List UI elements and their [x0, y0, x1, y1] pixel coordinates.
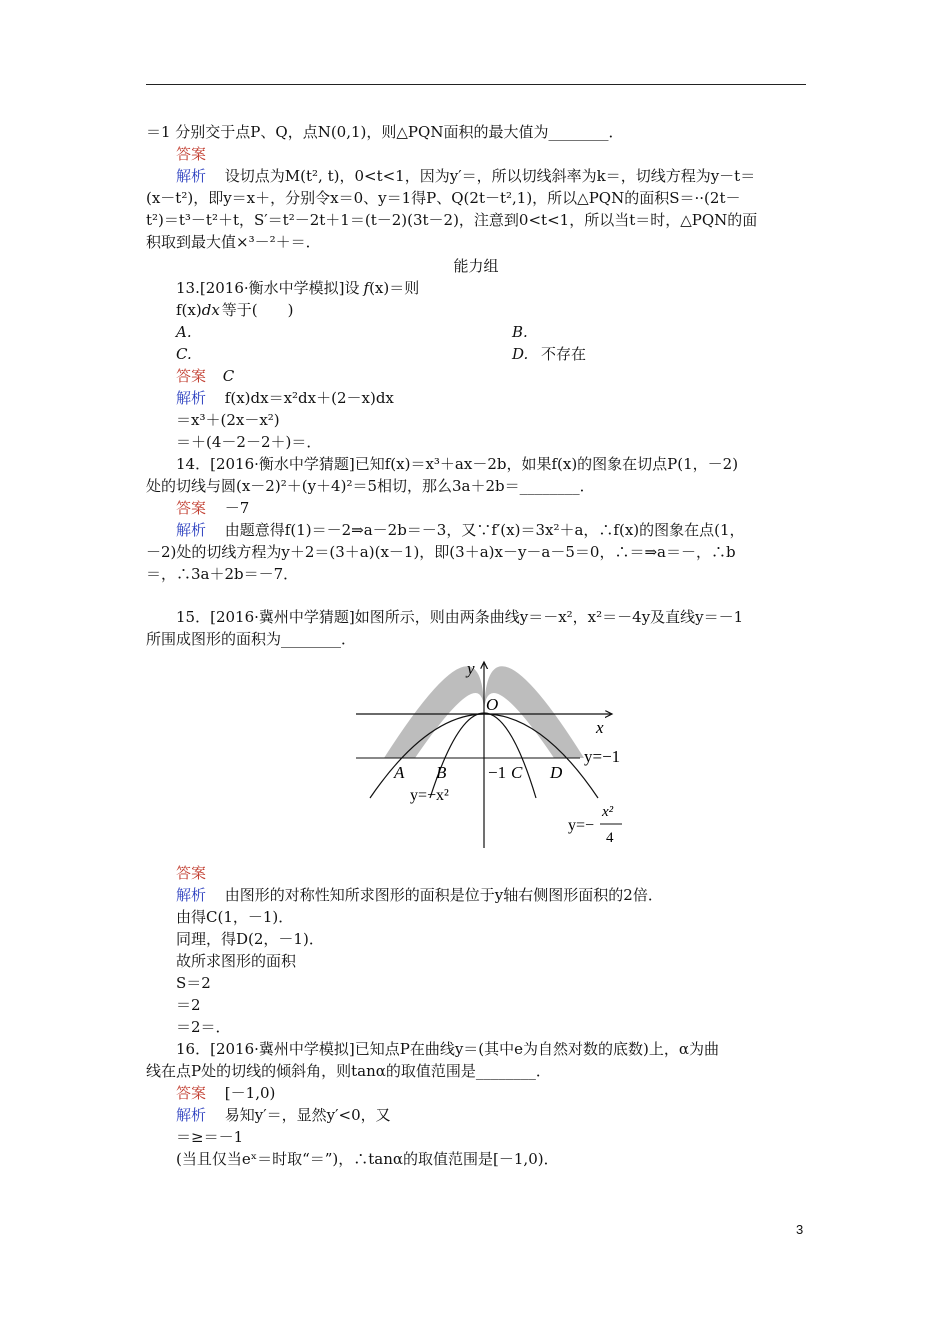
- q13-text: (x)＝则: [369, 279, 420, 297]
- q13-integral: [176, 299, 294, 321]
- option-d-label: D.: [512, 345, 529, 363]
- answer-label: 答案: [176, 367, 207, 385]
- answer-value: C: [222, 367, 235, 385]
- header-rule: [146, 84, 806, 85]
- q13-stem: [176, 277, 419, 299]
- curve2-numerator: x²: [602, 804, 614, 820]
- option-d-text: 不存在: [541, 345, 587, 363]
- q13-func: f: [363, 279, 370, 297]
- q16-text: 16．[2016·冀州中学模拟]已知点P在曲线y＝(其中e为自然对数的底数)上，α为曲: [176, 1040, 720, 1058]
- solution-text: S＝2: [176, 974, 211, 992]
- solution-text: 由得C(1，－1)．: [176, 908, 294, 926]
- x-axis-label: x: [596, 718, 604, 737]
- solution-text: f(x)dx＝x²dx＋(2－x)dx: [224, 389, 394, 407]
- option-b: B.: [512, 323, 528, 341]
- page-number: 3: [796, 1222, 804, 1237]
- solution-line: [176, 387, 394, 409]
- answer-label: 答案: [176, 145, 207, 163]
- answer-label: 答案: [176, 499, 207, 517]
- solution-text: 易知y′＝，显然y′<0，又: [224, 1106, 391, 1124]
- solution-label: 解析: [176, 521, 207, 539]
- solution-text: ＝＋(4－2－2＋)＝．: [176, 433, 322, 451]
- point-d-label: D: [550, 763, 563, 782]
- solution-text: (当且仅当eˣ＝时取“＝”)，∴tanα的取值范围是[－1,0)．: [176, 1150, 559, 1168]
- solution-label: 解析: [176, 389, 207, 407]
- curve2-label: y=−: [568, 817, 595, 834]
- solution-line: [176, 884, 663, 906]
- section-heading: 能力组: [453, 257, 499, 275]
- solution-text: ＝2＝．: [176, 1018, 231, 1036]
- point-b-label: B: [436, 763, 447, 782]
- answer-label: 答案: [176, 864, 207, 882]
- q13-dx: dx: [201, 301, 220, 319]
- answer-value: －7: [224, 499, 250, 517]
- solution-text: －2)处的切线方程为y＋2＝(3＋a)(x－1)，即(3＋a)x－y－a－5＝0，∴＝⇒a＝－，∴b: [146, 543, 736, 561]
- option-c: C.: [176, 345, 192, 363]
- solution-label: 解析: [176, 167, 207, 185]
- option-d: [512, 343, 586, 365]
- curve1-label: y=−x²: [410, 787, 449, 804]
- solution-text: ＝≥＝－1: [176, 1128, 244, 1146]
- shaded-region-left: [384, 666, 484, 758]
- curve-narrow: [430, 713, 536, 798]
- q13-text: f(x): [176, 301, 202, 319]
- solution-text: 由图形的对称性知所求图形的面积是位于y轴右侧图形面积的2倍．: [224, 886, 663, 904]
- solution-text: 同理，得D(2，－1)．: [176, 930, 324, 948]
- solution-text: 积取到最大值×³－²＋＝．: [146, 233, 321, 251]
- answer-label: 答案: [176, 1084, 207, 1102]
- curve2-denominator: 4: [606, 830, 614, 846]
- q15-text: 所围成图形的面积为________．: [146, 630, 357, 648]
- q13-text: 等于( ): [221, 301, 294, 319]
- solution-text: ＝2: [176, 996, 201, 1014]
- q13-text: 13.[2016·衡水中学模拟]设: [176, 279, 360, 297]
- q15-text: 15．[2016·冀州中学猜题]如图所示，则由两条曲线y＝－x²，x²＝－4y及直线y＝－1: [176, 608, 744, 626]
- solution-label: 解析: [176, 1106, 207, 1124]
- solution-text: 故所求图形的面积: [176, 952, 297, 970]
- point-c-label: C: [511, 763, 523, 782]
- solution-text: 由题意得f(1)＝－2⇒a－2b＝－3，又∵f′(x)＝3x²＋a，∴f(x)的图象在点(1，: [224, 521, 745, 539]
- point-a-label: A: [394, 763, 405, 782]
- solution-label: 解析: [176, 886, 207, 904]
- answer-line: [176, 1082, 275, 1104]
- answer-line: [176, 497, 249, 519]
- origin-label: O: [486, 695, 499, 714]
- q12-text: ＝1 分别交于点P、Q，点N(0,1)，则△PQN面积的最大值为________．: [146, 123, 624, 141]
- answer-line: [176, 365, 234, 387]
- q14-text: 14．[2016·衡水中学猜题]已知f(x)＝x³＋ax－2b，如果f(x)的图象在切点P(1，－2): [176, 455, 739, 473]
- solution-text: ＝，∴3a＋2b＝－7．: [146, 565, 299, 583]
- solution-text: 设切点为M(t², t)，0<t<1，因为y′＝，所以切线斜率为k＝，切线方程为y－t＝: [224, 167, 756, 185]
- tick-minus-1: −1: [488, 763, 507, 782]
- solution-text: (x－t²)，即y＝x＋，分别令x＝0、y＝1得P、Q(2t－t²,1)，所以△PQN的面积S＝··(2t－: [146, 189, 741, 207]
- solution-text: ＝x³＋(2x－x²): [176, 411, 280, 429]
- y-axis-label: y: [467, 659, 475, 678]
- q16-text: 线在点P处的切线的倾斜角，则tanα的取值范围是________．: [146, 1062, 551, 1080]
- solution-text: t²)＝t³－t²＋t，S′＝t²－2t＋1＝(t－2)(3t－2)，注意到0<t<1，所以当t＝时，△PQN的面: [146, 211, 758, 229]
- shaded-region-right: [484, 666, 584, 758]
- option-a: A.: [176, 323, 192, 341]
- solution-line: [176, 165, 755, 187]
- solution-line: [176, 519, 745, 541]
- answer-value: [－1,0): [224, 1084, 276, 1102]
- line-label: y=−1: [584, 747, 621, 766]
- solution-line: [176, 1104, 391, 1126]
- q14-text: 处的切线与圆(x－2)²＋(y＋4)²＝5相切，那么3a＋2b＝________．: [146, 477, 595, 495]
- q15-figure: [330, 648, 650, 858]
